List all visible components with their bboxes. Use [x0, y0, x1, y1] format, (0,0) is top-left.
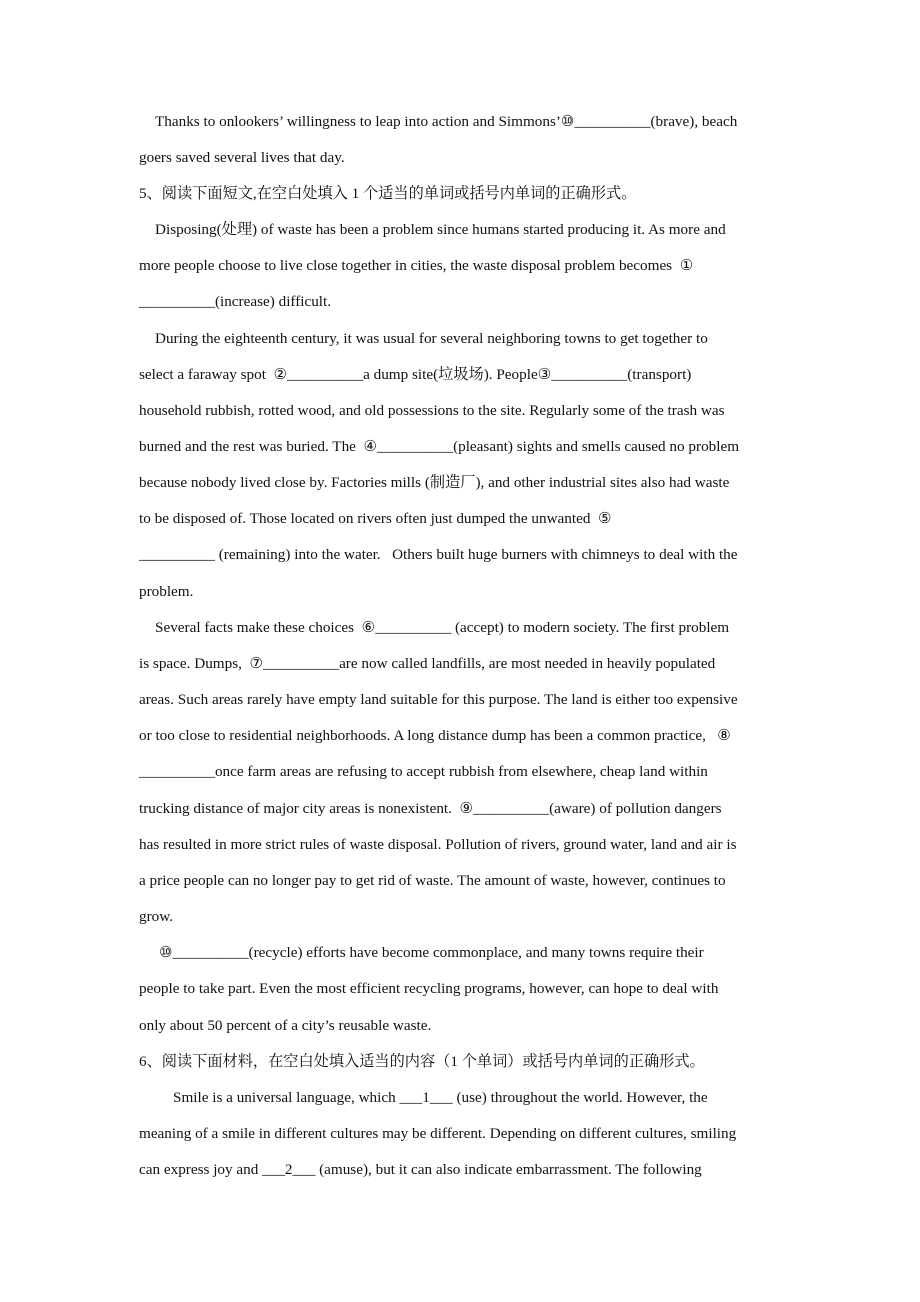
section-heading-5: 5、阅读下面短文,在空白处填入 1 个适当的单词或括号内单词的正确形式。 [139, 185, 637, 202]
text-line: grow. [139, 908, 174, 925]
text-line: household rubbish, rotted wood, and old possessions to the site. Regularly some of the trash was [139, 402, 725, 419]
text-line: ⑩__________(recycle) efforts have become commonplace, and many towns require their [159, 944, 704, 961]
text-line: Smile is a universal language, which ___1___ (use) throughout the world. However, the [173, 1089, 708, 1106]
text-line: because nobody lived close by. Factories mills (制造厂), and other industrial sites also had waste [139, 474, 730, 491]
text-line: trucking distance of major city areas is nonexistent. ⑨__________(aware) of pollution dangers [139, 800, 722, 817]
text-line: has resulted in more strict rules of waste disposal. Pollution of rivers, ground water, land and air is [139, 836, 737, 853]
text-line: meaning of a smile in different cultures may be different. Depending on different cultures, smiling [139, 1125, 737, 1142]
text-line: areas. Such areas rarely have empty land suitable for this purpose. The land is either too expensive [139, 691, 738, 708]
text-line: __________ (remaining) into the water. Others built huge burners with chimneys to deal with the [139, 546, 738, 563]
section-heading-6: 6、阅读下面材料，在空白处填入适当的内容（1 个单词）或括号内单词的正确形式。 [139, 1053, 705, 1070]
text-line: is space. Dumps, ⑦__________are now called landfills, are most needed in heavily populated [139, 655, 716, 672]
text-line: burned and the rest was buried. The ④__________(pleasant) sights and smells caused no problem [139, 438, 740, 455]
text-line: __________once farm areas are refusing to accept rubbish from elsewhere, cheap land within [139, 763, 708, 780]
text-line: people to take part. Even the most efficient recycling programs, however, can hope to deal with [139, 980, 719, 997]
text-line: select a faraway spot ②__________a dump site(垃圾场). People③__________(transport) [139, 366, 692, 383]
text-line: to be disposed of. Those located on rivers often just dumped the unwanted ⑤ [139, 510, 612, 527]
text-line: problem. [139, 583, 194, 600]
text-line: __________(increase) difficult. [139, 293, 332, 310]
text-line: or too close to residential neighborhoods. A long distance dump has been a common practice, ⑧ [139, 727, 731, 744]
text-line: only about 50 percent of a city’s reusable waste. [139, 1017, 432, 1034]
text-line: During the eighteenth century, it was usual for several neighboring towns to get together to [155, 330, 708, 347]
text-line: Disposing(处理) of waste has been a problem since humans started producing it. As more and [155, 221, 726, 238]
text-line: more people choose to live close together in cities, the waste disposal problem becomes ① [139, 257, 694, 274]
text-line: a price people can no longer pay to get rid of waste. The amount of waste, however, continues to [139, 872, 726, 889]
text-line: goers saved several lives that day. [139, 149, 345, 166]
text-line: can express joy and ___2___ (amuse), but it can also indicate embarrassment. The following [139, 1161, 702, 1178]
text-line: Several facts make these choices ⑥__________ (accept) to modern society. The first problem [155, 619, 730, 636]
text-line: Thanks to onlookers’ willingness to leap into action and Simmons’⑩__________(brave), beach [155, 113, 738, 130]
